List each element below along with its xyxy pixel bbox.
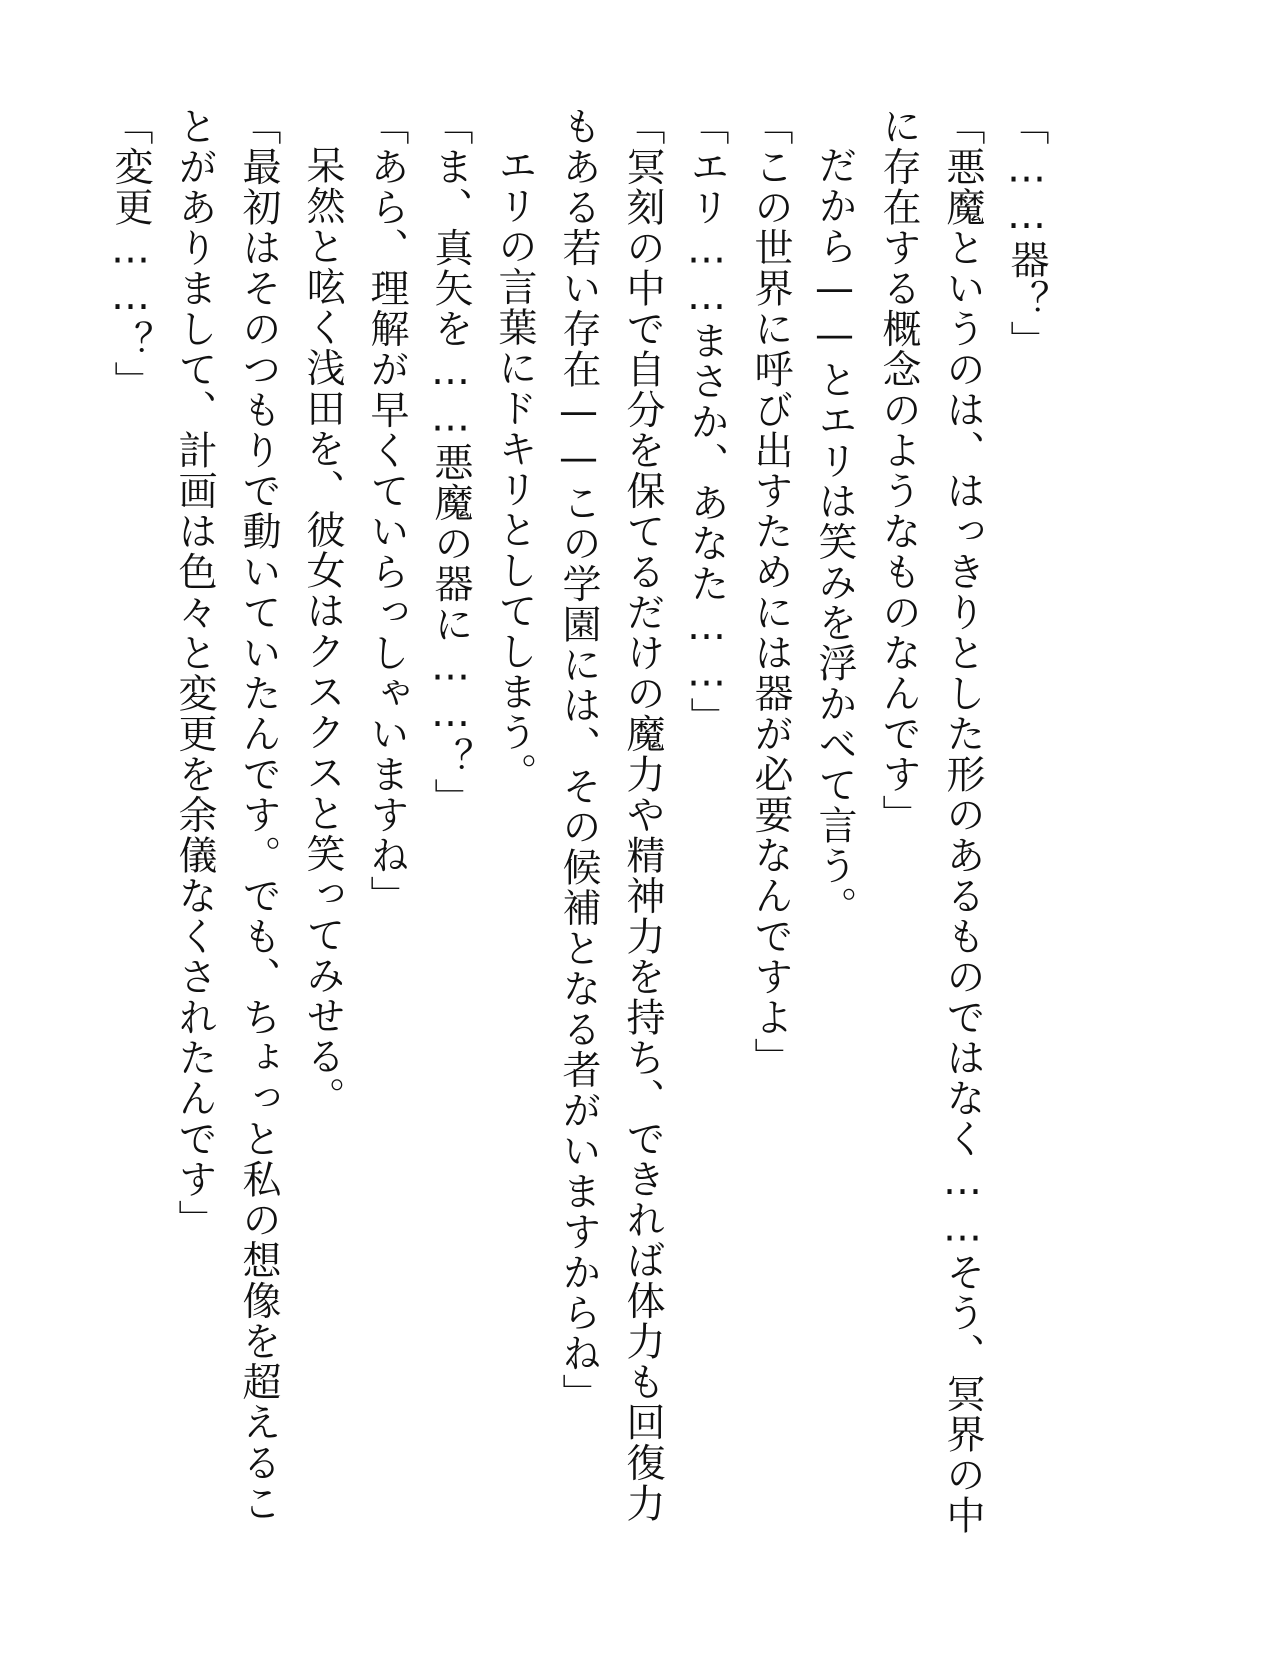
text-line-12: 呆然と呟く浅田を、彼女はクスクスと笑ってみせる。 — [300, 145, 345, 1117]
vertical-text-body — [98, 106, 1058, 1576]
text-line-13: 「最初はそのつもりで動いていたんです。でも、ちょっと私の想像を超えるこ — [236, 106, 281, 1524]
text-line-1: 「……器？」 — [1004, 106, 1049, 361]
text-line-8: もある若い存在——この学園には、その候補となる者がいますからね」 — [556, 106, 601, 1414]
text-line-9: エリの言葉にドキリとしてしまう。 — [492, 145, 537, 793]
text-line-10: 「ま、真矢を……悪魔の器に……？」 — [428, 106, 473, 819]
text-line-3: に存在する概念のようなものなんです」 — [876, 106, 921, 835]
text-line-15: 「変更……？」 — [108, 106, 153, 402]
text-line-14: とがありまして、計画は色々と変更を余儀なくされたんです」 — [172, 106, 217, 1240]
text-line-11: 「あら、理解が早くていらっしゃいますね」 — [364, 106, 409, 916]
text-line-6: 「エリ……まさか、あなた……」 — [684, 106, 729, 738]
text-line-5: 「この世界に呼び出すためには器が必要なんですよ」 — [748, 106, 793, 1078]
text-line-7: 「冥刻の中で自分を保てるだけの魔力や精神力を持ち、できれば体力も回復力 — [620, 106, 665, 1524]
text-line-4: だから——とエリは笑みを浮かべて言う。 — [812, 145, 857, 927]
text-line-2: 「悪魔というのは、はっきりとした形のあるものではなく……そう、冥界の中 — [940, 106, 985, 1536]
